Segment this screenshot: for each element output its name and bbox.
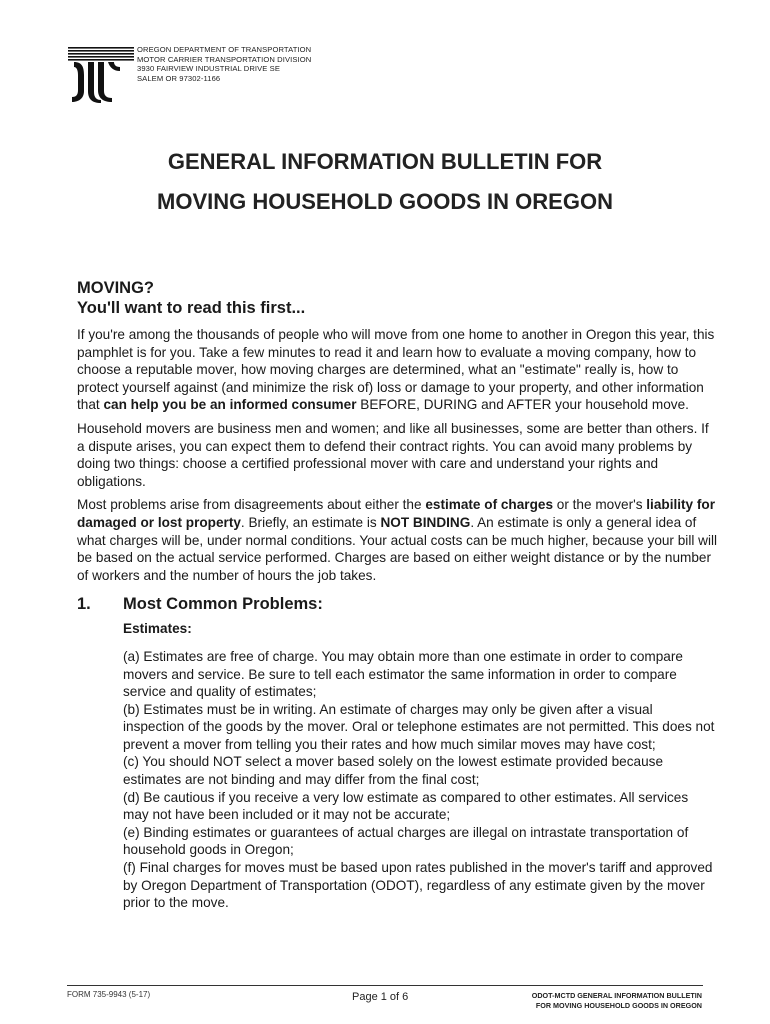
section-title: Most Common Problems:: [123, 595, 323, 614]
title-line-1: GENERAL INFORMATION BULLETIN FOR: [167, 149, 603, 174]
intro-paragraph-1: If you're among the thousands of people who will move from one home to another in Oregon this year, this pamphlet is for you. Take a few minutes to read it and learn how to evaluate a moving company, how to choose a reputable mover, how moving charges are determined, what an "estimate" really is, how to protect yourself against (and minimize the risk of) loss or damage to your property, and other information that can help you be an informed consumer BEFORE, DURING and AFTER your household move.: [77, 327, 715, 413]
agency-line: 3930 FAIRVIEW INDUSTRIAL DRIVE SE: [137, 64, 280, 74]
intro-paragraph-3: Most problems arise from disagreements about either the estimate of charges or the mover's liability for damaged or lost property. Briefly, an estimate is NOT BINDING. An estimate is only a general idea of what charges will be, under normal conditions. Your actual costs can be much higher, because your bill will be based on the actual service performed. Charges are based on either weight distance or by the number of workers and the number of hours the job takes.: [77, 497, 718, 583]
intro-paragraph-2: Household movers are business men and women; and like all businesses, some are better than others. If a dispute arises, you can expect them to defend their contract rights. You can avoid many problems by doing two things: choose a certified professional mover with care and understand your rights and obligations.: [77, 420, 709, 489]
moving-subheading: You'll want to read this first...: [77, 299, 306, 317]
list-item: (e) Binding estimates or guarantees of actual charges are illegal on intrastate transportation of household goods in Oregon;: [123, 824, 689, 858]
list-item: (f) Final charges for moves must be based upon rates published in the mover's tariff and approved by Oregon Department of Transportation (ODOT), regardless of any estimate given by the mover prior to the move.: [123, 860, 713, 911]
title-line-2: MOVING HOUSEHOLD GOODS IN OREGON: [157, 189, 613, 214]
form-number: FORM 735-9943 (5-17): [67, 990, 151, 999]
agency-line: OREGON DEPARTMENT OF TRANSPORTATION: [137, 45, 312, 54]
list-item: (c) You should NOT select a mover based solely on the lowest estimate provided because estimates are not binding and may differ from the final cost;: [123, 754, 664, 788]
estimates-block: [123, 620, 717, 912]
estimates-heading: Estimates:: [123, 621, 192, 637]
footer-title-line: FOR MOVING HOUSEHOLD GOODS IN OREGON: [535, 1001, 702, 1010]
document-title: [0, 142, 770, 222]
list-item: (b) Estimates must be in writing. An estimate of charges may only be given after a visual inspection of the goods by the mover. Oral or telephone estimates are not permitted. This does not prevent a mover from telling you their rates and how much similar moves may have cost;: [123, 701, 715, 752]
agency-address: [137, 45, 311, 83]
agency-line: SALEM OR 97302-1166: [137, 73, 221, 83]
main-content: [77, 278, 717, 912]
footer-title-line: ODOT-MCTD GENERAL INFORMATION BULLETIN: [531, 991, 702, 1000]
list-item: (a) Estimates are free of charge. You may obtain more than one estimate in order to compare movers and service. Be sure to tell each estimator the same information in order to compare service and quality of estimates;: [123, 648, 683, 700]
agency-line: MOTOR CARRIER TRANSPORTATION DIVISION: [137, 54, 312, 64]
list-item: (d) Be cautious if you receive a very low estimate as compared to other estimates. All services may not have been included or it may not be accurate;: [123, 789, 689, 823]
odot-logo: [68, 45, 134, 105]
footer-doc-title: [532, 991, 702, 1011]
moving-heading: MOVING?: [77, 279, 154, 297]
footer-divider: [67, 985, 703, 986]
section-1-heading: [77, 594, 717, 614]
page-number: Page 1 of 6: [352, 991, 409, 1003]
section-number: 1.: [77, 595, 91, 614]
